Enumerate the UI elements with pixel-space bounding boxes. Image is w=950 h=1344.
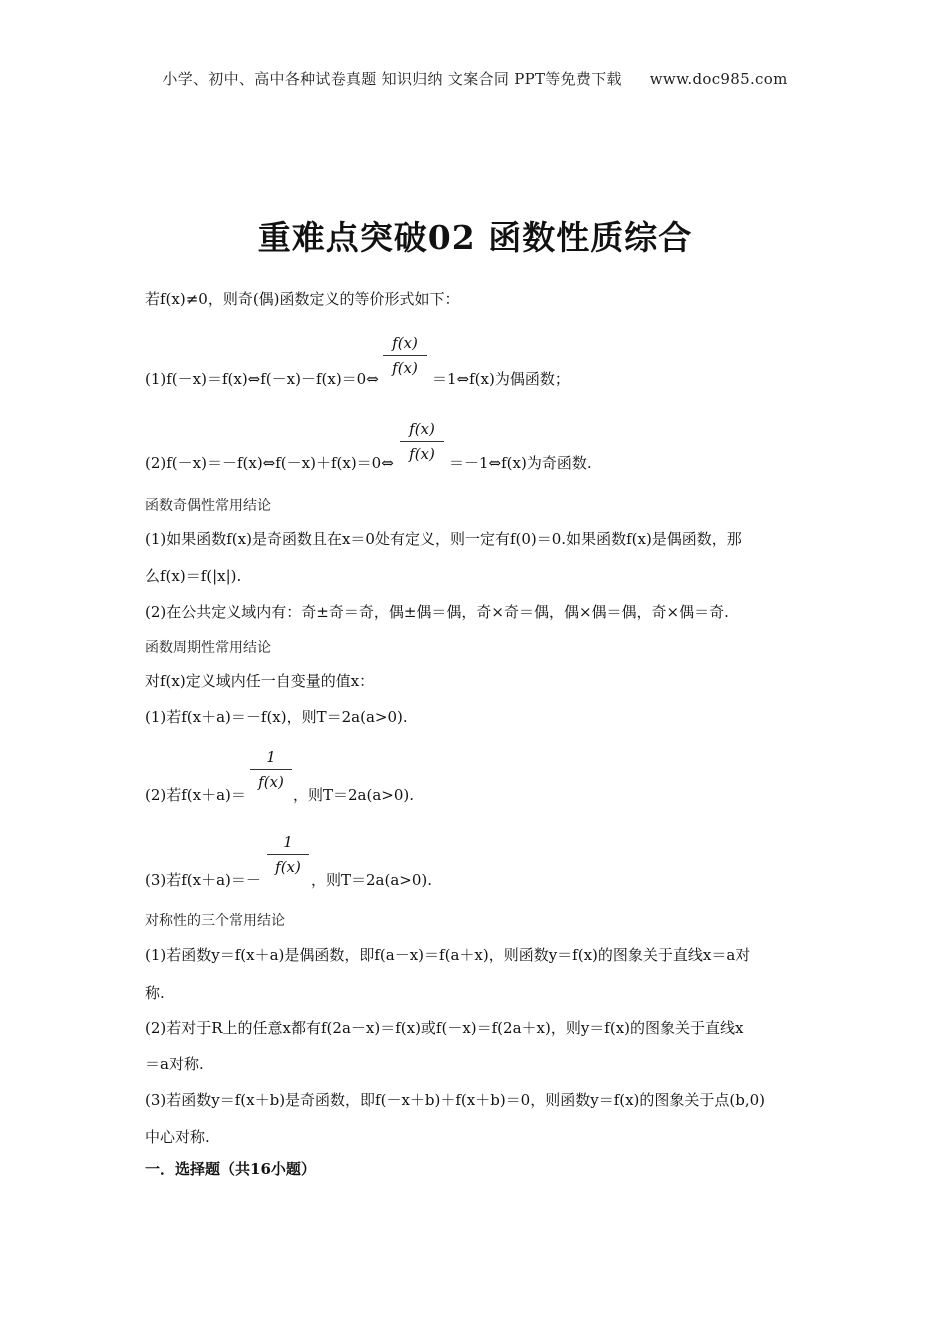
eq1-frac-num: f(x): [383, 334, 427, 356]
parity-heading: 函数奇偶性常用结论: [145, 498, 271, 514]
parity-rule-2: (2)在公共定义域内有：奇±奇＝奇，偶±偶＝偶，奇×奇＝偶，偶×偶＝偶，奇×偶＝奇.: [145, 603, 729, 621]
intro-text: 若f(x)≠0，则奇(偶)函数定义的等价形式如下：: [145, 290, 460, 308]
period-2-fraction: [250, 748, 292, 791]
period-3-frac-num: 1: [267, 833, 309, 855]
period-rule-1: (1)若f(x＋a)＝－f(x)，则T＝2a(a>0).: [145, 708, 408, 726]
period-heading: 函数周期性常用结论: [145, 640, 271, 656]
symmetry-rule-3b: 中心对称.: [145, 1128, 210, 1146]
symmetry-rule-1b: 称.: [145, 984, 165, 1002]
eq1-right: ＝1⇔f(x)为偶函数；: [432, 370, 570, 388]
eq2-frac-den: f(x): [409, 445, 435, 463]
symmetry-rule-3a: (3)若函数y＝f(x＋b)是奇函数，即f(－x＋b)＋f(x＋b)＝0，则函数y＝f(x)的图象关于点(b,0): [145, 1091, 766, 1109]
eq2-left: (2)f(－x)＝－f(x)⇔f(－x)＋f(x)＝0⇔: [145, 454, 394, 472]
eq1-left: (1)f(－x)＝f(x)⇔f(－x)－f(x)＝0⇔: [145, 370, 379, 388]
period-2-frac-den: f(x): [258, 773, 284, 791]
page-header: [0, 68, 950, 89]
header-text: 小学、初中、高中各种试卷真题 知识归纳 文案合同 PPT等免费下载: [162, 70, 622, 88]
section-heading: 一．选择题（共16小题）: [145, 1160, 316, 1178]
page-title: 重难点突破02 函数性质综合: [257, 218, 693, 257]
period-3-right: ，则T＝2a(a>0).: [311, 871, 433, 889]
period-3-frac-den: f(x): [275, 858, 301, 876]
parity-rule-1b: 么f(x)＝f(|x|).: [145, 567, 242, 585]
symmetry-rule-1a: (1)若函数y＝f(x＋a)是偶函数，即f(a－x)＝f(a＋x)，则函数y＝f(x)的图象关于直线x＝a对: [145, 946, 751, 964]
eq2-frac-num: f(x): [400, 420, 444, 442]
period-3-left: (3)若f(x＋a)＝－: [145, 871, 261, 889]
parity-rule-1a: (1)如果函数f(x)是奇函数且在x＝0处有定义，则一定有f(0)＝0.如果函数f(x)是偶函数，那: [145, 530, 742, 548]
eq1-fraction: [383, 334, 427, 377]
header-url[interactable]: www.doc985.com: [649, 70, 788, 88]
eq2-fraction: [400, 420, 444, 463]
period-3-fraction: [267, 833, 309, 876]
period-intro: 对f(x)定义域内任一自变量的值x：: [145, 672, 375, 690]
period-2-right: ，则T＝2a(a>0).: [293, 786, 415, 804]
symmetry-rule-2b: ＝a对称.: [145, 1055, 204, 1073]
period-2-frac-num: 1: [250, 748, 292, 770]
symmetry-rule-2a: (2)若对于R上的任意x都有f(2a－x)＝f(x)或f(－x)＝f(2a＋x)，则y＝f(x)的图象关于直线x: [145, 1019, 744, 1037]
symmetry-heading: 对称性的三个常用结论: [145, 913, 285, 929]
period-2-left: (2)若f(x＋a)＝: [145, 786, 246, 804]
eq2-right: ＝－1⇔f(x)为奇函数.: [449, 454, 592, 472]
eq1-frac-den: f(x): [392, 359, 418, 377]
